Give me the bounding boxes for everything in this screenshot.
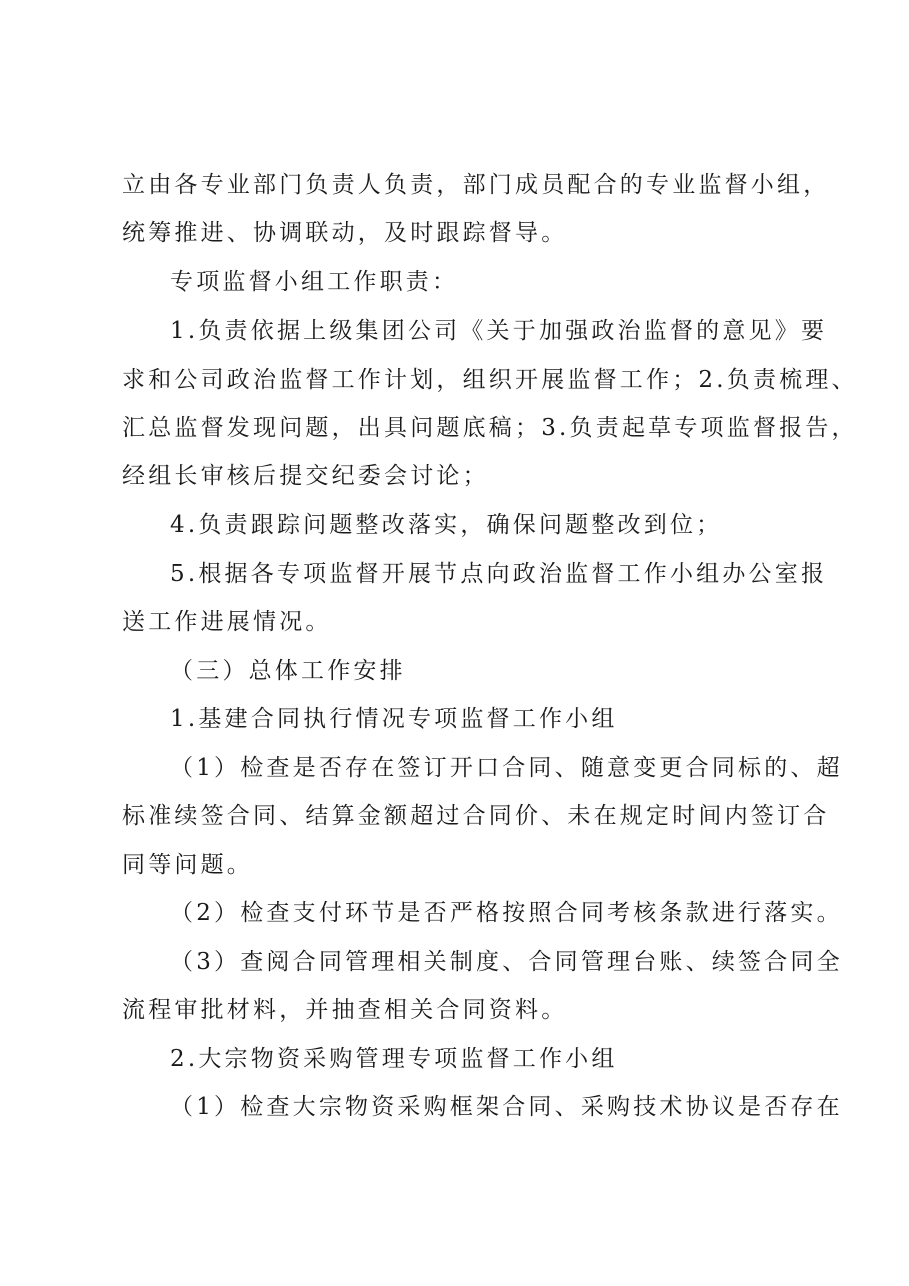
text-line: 5.根据各专项监督开展节点向政治监督工作小组办公室报 [170, 561, 828, 587]
text-line: （3）查阅合同管理相关制度、合同管理台账、续签合同全 [170, 949, 843, 975]
text-line: 1.基建合同执行情况专项监督工作小组 [170, 706, 618, 732]
text-line: 汇总监督发现问题，出具问题底稿；3.负责起草专项监督报告， [122, 415, 858, 441]
text-line: （1）检查大宗物资采购框架合同、采购技术协议是否存在 [170, 1094, 843, 1120]
text-line: 2.大宗物资采购管理专项监督工作小组 [170, 1046, 618, 1072]
text-line: 立由各专业部门负责人负责，部门成员配合的专业监督小组， [122, 172, 830, 198]
text-line: 标准续签合同、结算金额超过合同价、未在规定时间内签订合 [122, 803, 830, 829]
text-line: （1）检查是否存在签订开口合同、随意变更合同标的、超 [170, 755, 843, 781]
text-line: 经组长审核后提交纪委会讨论； [122, 463, 489, 489]
text-line: 专项监督小组工作职责： [170, 269, 459, 295]
text-line: 1.负责依据上级集团公司《关于加强政治监督的意见》要 [170, 318, 828, 344]
text-line: 4.负责跟踪问题整改落实，确保问题整改到位； [170, 512, 723, 538]
text-line: 同等问题。 [122, 852, 253, 878]
text-line: （2）检查支付环节是否严格按照合同考核条款进行落实。 [170, 900, 843, 926]
text-line: （三）总体工作安排 [170, 658, 406, 684]
text-line: 送工作进展情况。 [122, 609, 332, 635]
text-line: 流程审批材料，并抽查相关合同资料。 [122, 997, 568, 1023]
text-line: 求和公司政治监督工作计划，组织开展监督工作；2.负责梳理、 [122, 367, 858, 393]
text-line: 统筹推进、协调联动，及时跟踪督导。 [122, 220, 568, 246]
